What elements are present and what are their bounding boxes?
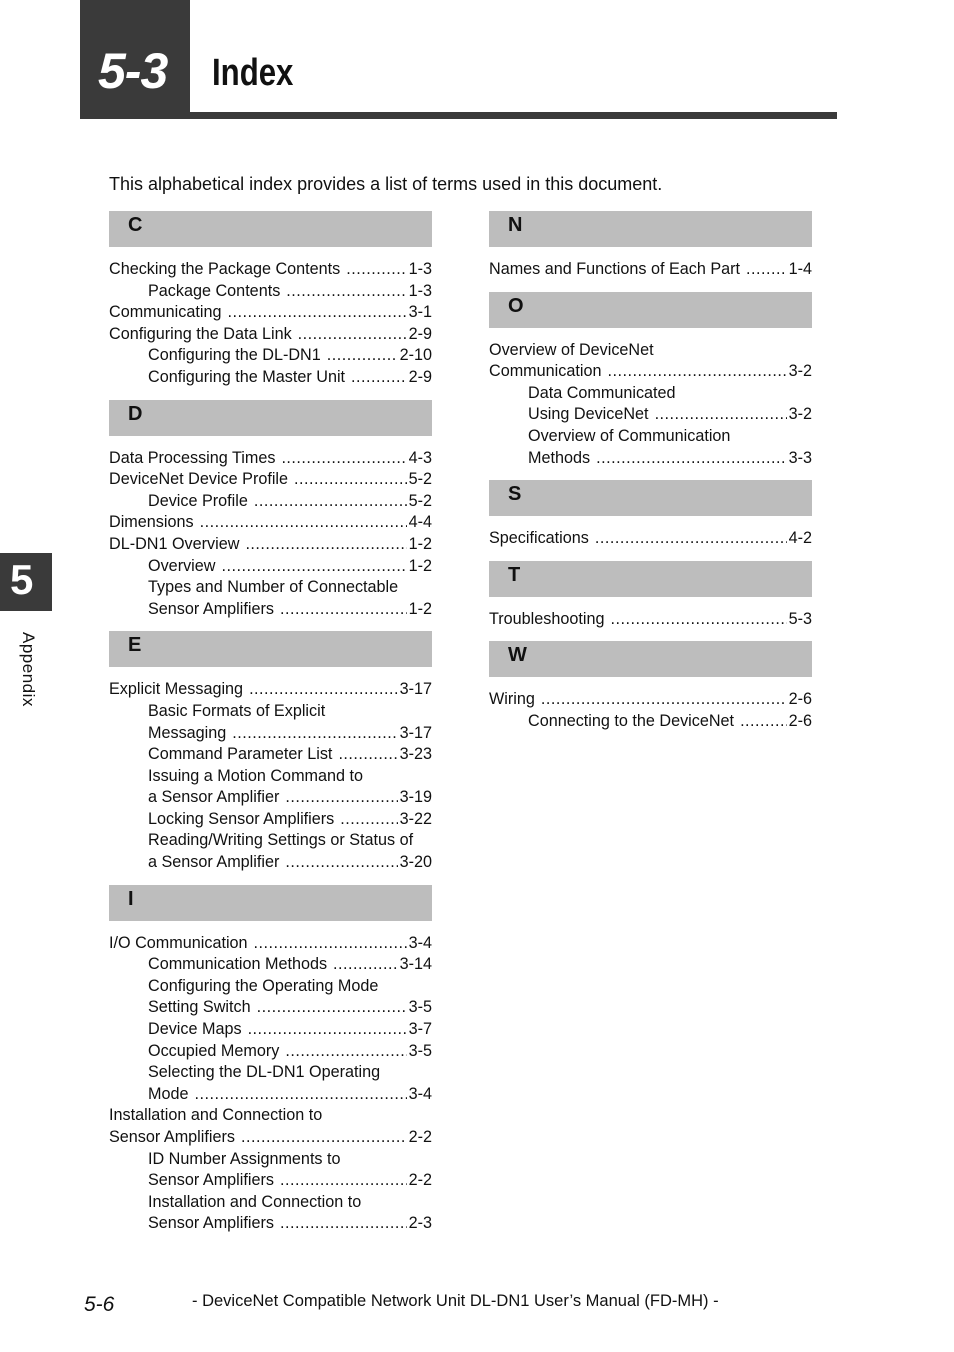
index-subentry <box>109 1192 432 1214</box>
index-term: Overview of Communication <box>528 426 731 445</box>
index-page-ref: 3-20 <box>399 853 432 872</box>
index-page-ref: 5-2 <box>408 470 432 489</box>
dot-leader <box>200 512 407 534</box>
index-entry <box>109 534 432 556</box>
index-letter: D <box>128 402 143 425</box>
index-entry <box>109 302 432 324</box>
dot-leader <box>249 679 398 701</box>
index-subentry <box>109 345 432 367</box>
index-subentry <box>109 701 432 723</box>
index-group <box>489 597 812 642</box>
index-entry <box>109 933 432 955</box>
index-subentry <box>109 1149 432 1171</box>
index-subentry <box>109 556 432 578</box>
chapter-number: 5 <box>10 556 34 603</box>
dot-leader <box>280 599 407 621</box>
index-term: a Sensor Amplifier <box>148 853 280 872</box>
index-letter-header <box>489 641 812 677</box>
index-group <box>109 436 432 632</box>
index-term: Mode <box>148 1084 189 1103</box>
index-letter: S <box>508 483 522 506</box>
index-subentry <box>109 787 432 809</box>
index-term: Dimensions <box>109 513 194 532</box>
index-entry <box>109 469 432 491</box>
dot-leader <box>541 689 787 711</box>
index-term: Installation and Connection to <box>109 1106 323 1125</box>
index-subentry <box>109 1213 432 1235</box>
index-term: Messaging <box>148 723 227 742</box>
index-subentry <box>109 367 432 389</box>
dot-leader <box>221 556 406 578</box>
index-letter-header <box>489 211 812 247</box>
index-entry <box>109 324 432 346</box>
index-page-ref: 3-2 <box>788 362 812 381</box>
index-page-ref: 1-2 <box>408 599 432 618</box>
index-page-ref: 3-22 <box>399 809 432 828</box>
dot-leader <box>281 448 406 470</box>
index-term: ID Number Assignments to <box>148 1149 341 1168</box>
index-subentry <box>489 426 812 448</box>
index-letter: T <box>508 563 521 586</box>
index-page-ref: 1-2 <box>408 534 432 553</box>
index-term: Selecting the DL-DN1 Operating <box>148 1063 381 1082</box>
dot-leader <box>285 787 397 809</box>
index-term: Connecting to the DeviceNet <box>528 711 735 730</box>
index-letter: N <box>508 214 523 236</box>
index-page-ref: 3-5 <box>408 998 432 1017</box>
index-page-ref: 2-6 <box>788 711 812 730</box>
dot-leader <box>254 491 407 513</box>
index-page-ref: 1-3 <box>408 260 432 278</box>
index-subentry <box>109 976 432 998</box>
index-entry <box>109 679 432 701</box>
index-term: Methods <box>528 448 591 467</box>
index-subentry <box>489 404 812 426</box>
index-letter-header <box>489 292 812 328</box>
index-page-ref: 1-2 <box>408 556 432 575</box>
section-number: 5-3 <box>98 43 168 99</box>
index-term: I/O Communication <box>109 933 248 952</box>
index-subentry <box>109 491 432 513</box>
index-page-ref: 2-9 <box>408 324 432 343</box>
index-page-ref: 3-19 <box>399 788 432 807</box>
index-group <box>489 247 812 292</box>
chapter-label: Appendix <box>19 632 38 707</box>
index-entry <box>109 512 432 534</box>
index-term: Issuing a Motion Command to <box>148 766 364 785</box>
dot-leader <box>740 711 787 733</box>
index-letter-header <box>109 631 432 667</box>
index-entry <box>109 448 432 470</box>
index-letter: O <box>508 294 524 317</box>
index-group <box>489 328 812 481</box>
index-term: Overview of DeviceNet <box>489 340 654 359</box>
index-entry <box>109 259 432 281</box>
index-page-ref: 5-3 <box>788 609 812 628</box>
dot-leader <box>340 809 397 831</box>
index-term: Explicit Messaging <box>109 680 244 699</box>
index-page-ref: 4-3 <box>408 448 432 467</box>
footer-text: - DeviceNet Compatible Network Unit DL-DN1 User’s Manual (FD-MH) - <box>192 1292 719 1310</box>
index-subentry <box>109 1170 432 1192</box>
index-page-ref: 3-17 <box>399 680 432 699</box>
dot-leader <box>655 404 787 426</box>
index-term: Sensor Amplifiers <box>148 599 274 618</box>
index-term: Troubleshooting <box>489 609 605 628</box>
index-subentry <box>109 577 432 599</box>
index-page-ref: 3-4 <box>408 933 432 952</box>
dot-leader <box>232 723 397 745</box>
index-page-ref: 2-9 <box>408 367 432 386</box>
index-term: Sensor Amplifiers <box>148 1214 274 1233</box>
intro-text: This alphabetical index provides a list of terms used in this document. <box>109 174 663 194</box>
index-column-right <box>489 211 812 733</box>
index-subentry <box>109 852 432 874</box>
page-number: 5-6 <box>84 1293 115 1316</box>
index-term: Device Profile <box>148 491 248 510</box>
dot-leader <box>285 1041 406 1063</box>
index-term: Communicating <box>109 303 222 322</box>
index-subentry <box>109 1019 432 1041</box>
index-letter-header <box>489 561 812 597</box>
index-subentry <box>109 809 432 831</box>
index-page-ref: 2-6 <box>788 690 812 709</box>
index-term: Basic Formats of Explicit <box>148 701 326 720</box>
index-letter-header <box>109 885 432 921</box>
index-group <box>489 516 812 561</box>
index-page-ref: 3-5 <box>408 1041 432 1060</box>
index-subentry <box>109 744 432 766</box>
index-column-left <box>109 211 432 1235</box>
index-letter: W <box>508 644 527 667</box>
dot-leader <box>346 259 406 281</box>
index-letter: C <box>128 214 143 236</box>
index-subentry <box>109 599 432 621</box>
dot-leader <box>280 1170 407 1192</box>
index-page-ref: 3-1 <box>408 303 432 322</box>
page-title: Index <box>212 52 294 94</box>
dot-leader <box>285 852 397 874</box>
dot-leader <box>248 1019 407 1041</box>
index-term: Configuring the DL-DN1 <box>148 346 321 365</box>
index-page-ref: 4-2 <box>788 529 812 548</box>
index-subentry <box>109 997 432 1019</box>
dot-leader <box>333 954 398 976</box>
index-page-ref: 4-4 <box>408 513 432 532</box>
index-term: Sensor Amplifiers <box>148 1171 274 1190</box>
index-term: Locking Sensor Amplifiers <box>148 809 335 828</box>
index-entry <box>489 361 812 383</box>
index-page-ref: 2-3 <box>408 1214 432 1233</box>
dot-leader <box>595 528 787 550</box>
index-term: Data Communicated <box>528 383 676 402</box>
index-term: Communication Methods <box>148 955 328 974</box>
index-group <box>489 677 812 732</box>
index-entry <box>489 259 812 281</box>
index-term: a Sensor Amplifier <box>148 788 280 807</box>
index-term: Communication <box>489 362 602 381</box>
index-subentry <box>109 830 432 852</box>
index-entry <box>109 1127 432 1149</box>
index-term: Occupied Memory <box>148 1041 280 1060</box>
index-page-ref: 1-4 <box>788 260 812 278</box>
index-subentry <box>489 711 812 733</box>
index-letter-header <box>109 211 432 247</box>
index-page-ref: 2-10 <box>399 346 432 365</box>
dot-leader <box>241 1127 407 1149</box>
dot-leader <box>351 367 407 389</box>
index-term: Configuring the Operating Mode <box>148 976 379 995</box>
index-subentry <box>109 1062 432 1084</box>
index-page-ref: 3-7 <box>408 1020 432 1039</box>
index-term: Sensor Amplifiers <box>109 1128 235 1146</box>
index-entry <box>489 609 812 631</box>
title-rule <box>80 112 837 119</box>
dot-leader <box>596 448 787 470</box>
index-subentry <box>109 1084 432 1106</box>
dot-leader <box>611 609 787 631</box>
index-letter-header <box>109 400 432 436</box>
index-subentry <box>109 1041 432 1063</box>
index-page-ref: 3-23 <box>399 745 432 764</box>
dot-leader <box>327 345 398 367</box>
index-term: Setting Switch <box>148 998 251 1017</box>
dot-leader <box>254 933 407 955</box>
index-subentry <box>109 723 432 745</box>
index-page-ref: 2-2 <box>408 1128 432 1146</box>
dot-leader <box>286 281 406 303</box>
index-group <box>109 667 432 884</box>
index-subentry <box>109 954 432 976</box>
index-term: Checking the Package Contents <box>109 260 341 278</box>
index-term: DeviceNet Device Profile <box>109 470 289 489</box>
dot-leader <box>195 1084 407 1106</box>
index-subentry <box>109 281 432 303</box>
index-term: Device Maps <box>148 1020 242 1039</box>
index-page-ref: 3-14 <box>399 955 432 974</box>
dot-leader <box>227 302 406 324</box>
dot-leader <box>338 744 397 766</box>
index-subentry <box>489 383 812 405</box>
index-entry <box>489 340 812 362</box>
dot-leader <box>607 361 786 383</box>
index-page-ref: 3-2 <box>788 405 812 424</box>
index-letter: E <box>128 634 142 657</box>
index-page-ref: 3-4 <box>408 1084 432 1103</box>
index-term: Package Contents <box>148 281 281 300</box>
index-term: DL-DN1 Overview <box>109 534 240 553</box>
index-term: Configuring the Data Link <box>109 324 292 343</box>
dot-leader <box>257 997 407 1019</box>
index-page-ref: 2-2 <box>408 1171 432 1190</box>
index-subentry <box>489 448 812 470</box>
index-entry <box>489 528 812 550</box>
index-term: Wiring <box>489 690 535 709</box>
index-term: Configuring the Master Unit <box>148 367 346 386</box>
index-group <box>109 921 432 1235</box>
index-term: Names and Functions of Each Part <box>489 260 741 278</box>
dot-leader <box>298 324 407 346</box>
dot-leader <box>746 259 787 281</box>
index-term: Using DeviceNet <box>528 405 649 424</box>
dot-leader <box>294 469 407 491</box>
dot-leader <box>245 534 406 556</box>
index-term: Data Processing Times <box>109 448 276 467</box>
index-letter: I <box>128 887 134 910</box>
index-term: Overview <box>148 556 216 575</box>
dot-leader <box>280 1213 407 1235</box>
index-term: Installation and Connection to <box>148 1192 362 1211</box>
index-term: Specifications <box>489 529 589 548</box>
index-term: Types and Number of Connectable <box>148 578 399 597</box>
index-page-ref: 3-3 <box>788 448 812 467</box>
index-term: Command Parameter List <box>148 745 333 764</box>
index-subentry <box>109 766 432 788</box>
index-entry <box>109 1105 432 1127</box>
index-page-ref: 5-2 <box>408 491 432 510</box>
index-term: Reading/Writing Settings or Status of <box>148 831 414 850</box>
index-letter-header <box>489 480 812 516</box>
index-page-ref: 3-17 <box>399 723 432 742</box>
index-entry <box>489 689 812 711</box>
index-page-ref: 1-3 <box>408 281 432 300</box>
index-group <box>109 247 432 400</box>
